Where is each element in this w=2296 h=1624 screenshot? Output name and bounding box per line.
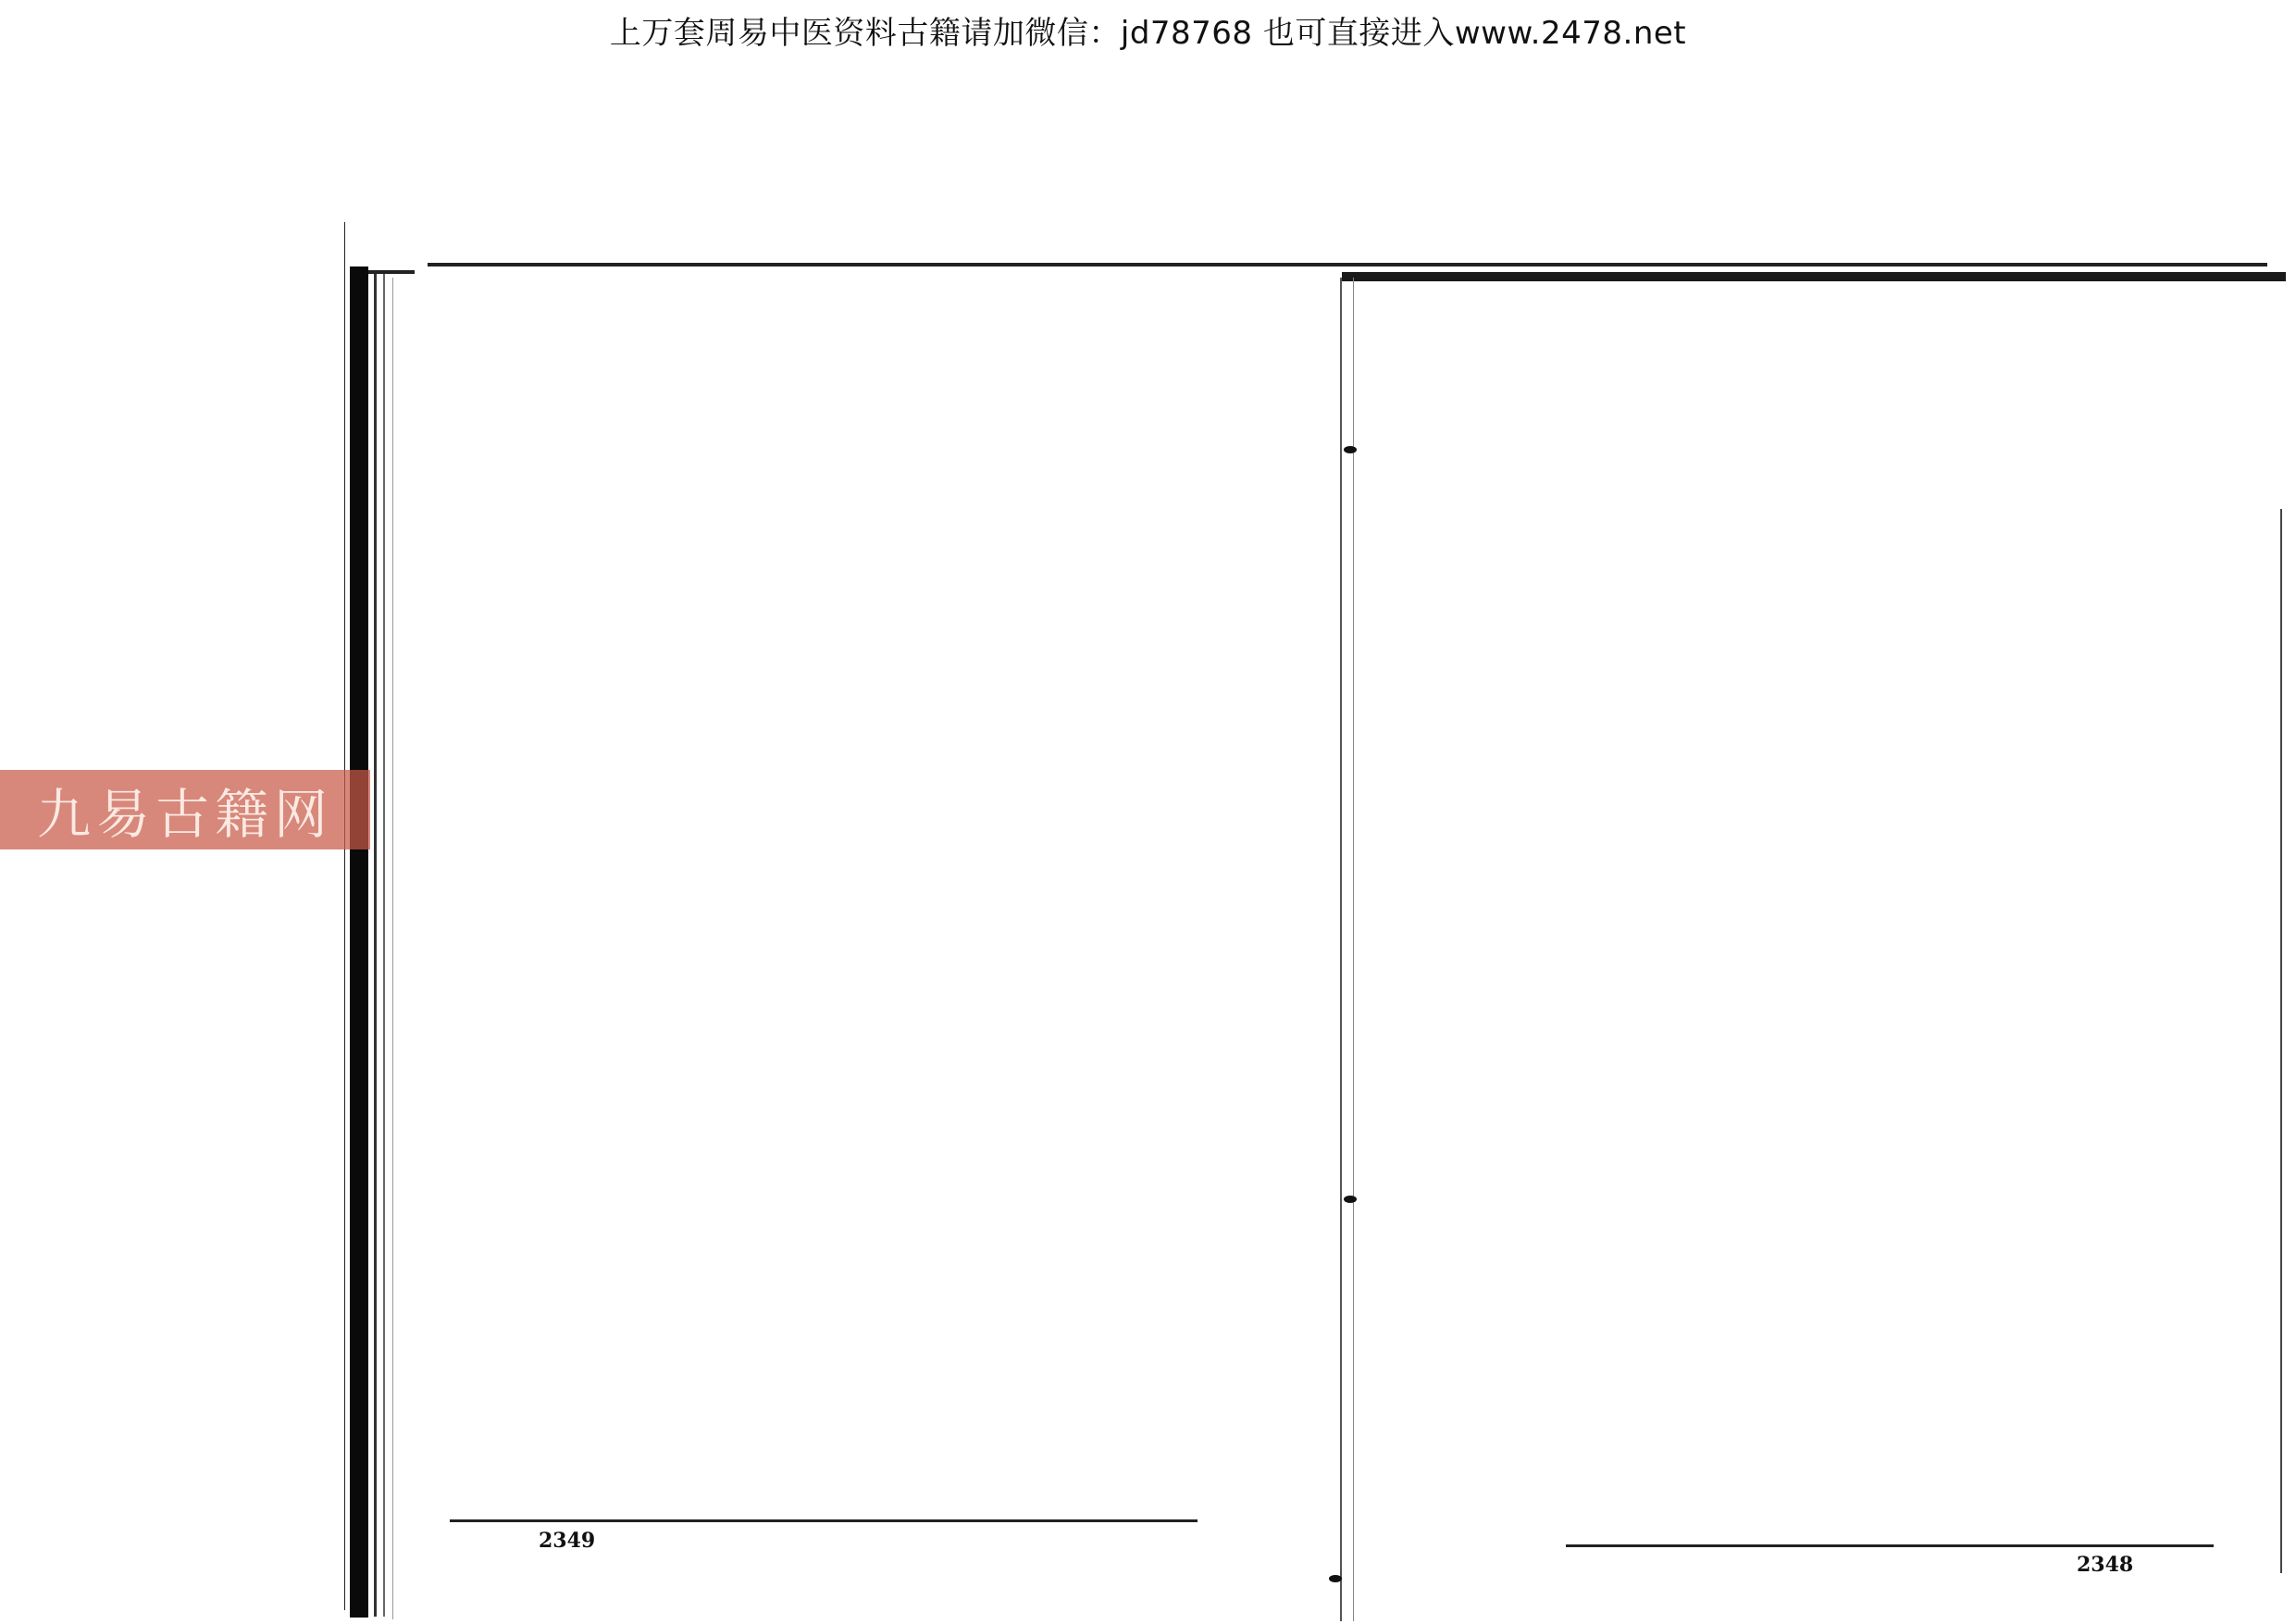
left-page-number: 2349 [539,1529,596,1553]
header-banner: 上万套周易中医资料古籍请加微信：jd78768 也可直接进入www.2478.net [609,15,1687,52]
binding-dot [1344,1196,1357,1203]
gutter-line [1340,278,1342,1621]
right-page-number: 2348 [2077,1553,2134,1577]
top-edge-line-thick [1342,272,2286,281]
binding-dot [1329,1575,1342,1582]
top-edge-line [428,263,2267,267]
left-bottom-rule [450,1519,1198,1522]
page-edge-line [392,278,393,1619]
left-frame-line [344,222,345,1610]
book-spine [350,267,368,1618]
watermark-text: 九易古籍网 [36,783,333,846]
gutter-line [1353,278,1354,1621]
page-edge-line [374,270,377,1617]
top-edge-line [368,270,415,274]
watermark-overlay [0,770,370,849]
page-edge-line [383,270,385,1617]
right-edge-line [2280,509,2282,1573]
binding-dot [1344,446,1357,453]
right-bottom-rule [1566,1544,2214,1547]
